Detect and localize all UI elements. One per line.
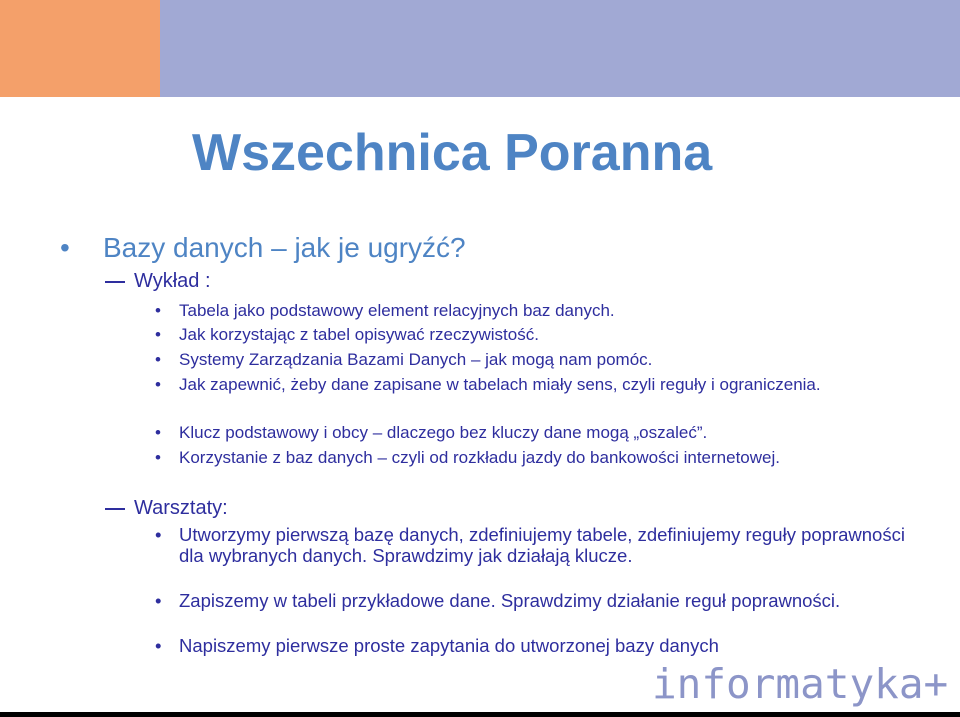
- bullet-dot-icon: •: [155, 524, 162, 545]
- list-item-text: Tabela jako podstawowy element relacyjnych baz danych.: [179, 301, 615, 320]
- bullet-dot-icon: •: [155, 590, 162, 611]
- workshop-label-text: Warsztaty:: [134, 497, 228, 519]
- dash-icon: [105, 281, 125, 283]
- list-item: [155, 422, 915, 444]
- lecture-label-text: Wykład :: [134, 270, 211, 292]
- list-item: [155, 635, 915, 656]
- list-item: [155, 447, 915, 469]
- bullet-dot-icon: •: [155, 635, 162, 656]
- bullet-dot-icon: •: [155, 301, 161, 320]
- list-item: [155, 590, 915, 611]
- list-item: [155, 524, 915, 566]
- list-item-text: Utworzymy pierwszą bazę danych, zdefiniujemy tabele, zdefiniujemy reguły poprawności dla wybranych danych. Sprawdzimy jak działają klucze.: [179, 524, 905, 566]
- list-item-text: Korzystanie z baz danych – czyli od rozkładu jazdy do bankowości internetowej.: [179, 448, 780, 467]
- bullet-dot-icon: •: [155, 375, 161, 394]
- workshop-section-label: [105, 495, 228, 521]
- list-item-text: Jak korzystając z tabel opisywać rzeczywistość.: [179, 325, 539, 344]
- list-item: [155, 300, 915, 322]
- header-band-orange: [0, 0, 160, 97]
- bullet-dot-icon: •: [155, 423, 161, 442]
- list-item-text: Napiszemy pierwsze proste zapytania do utworzonej bazy danych: [179, 635, 719, 656]
- informatyka-logo: informatyka+: [652, 660, 949, 708]
- header-band-blue: [160, 0, 960, 97]
- bullet-dot-icon: •: [155, 350, 161, 369]
- list-item-text: Jak zapewnić, żeby dane zapisane w tabelach miały sens, czyli reguły i ograniczenia.: [179, 375, 821, 394]
- bullet-dot-icon: •: [155, 448, 161, 467]
- bullet-dot-icon: •: [155, 325, 161, 344]
- slide-title: Wszechnica Poranna: [192, 124, 713, 182]
- list-item-text: Klucz podstawowy i obcy – dlaczego bez kluczy dane mogą „oszaleć”.: [179, 423, 708, 442]
- list-item: [155, 374, 915, 396]
- dash-icon: [105, 508, 125, 510]
- list-item: [155, 349, 915, 371]
- list-item: [155, 324, 915, 346]
- heading-text: Bazy danych – jak je ugryźć?: [103, 232, 466, 263]
- list-item-text: Systemy Zarządzania Bazami Danych – jak mogą nam pomóc.: [179, 350, 653, 369]
- list-item-text: Zapiszemy w tabeli przykładowe dane. Sprawdzimy działanie reguł poprawności.: [179, 590, 841, 611]
- lecture-section-label: [105, 268, 211, 294]
- bullet-dot-icon: •: [60, 232, 70, 263]
